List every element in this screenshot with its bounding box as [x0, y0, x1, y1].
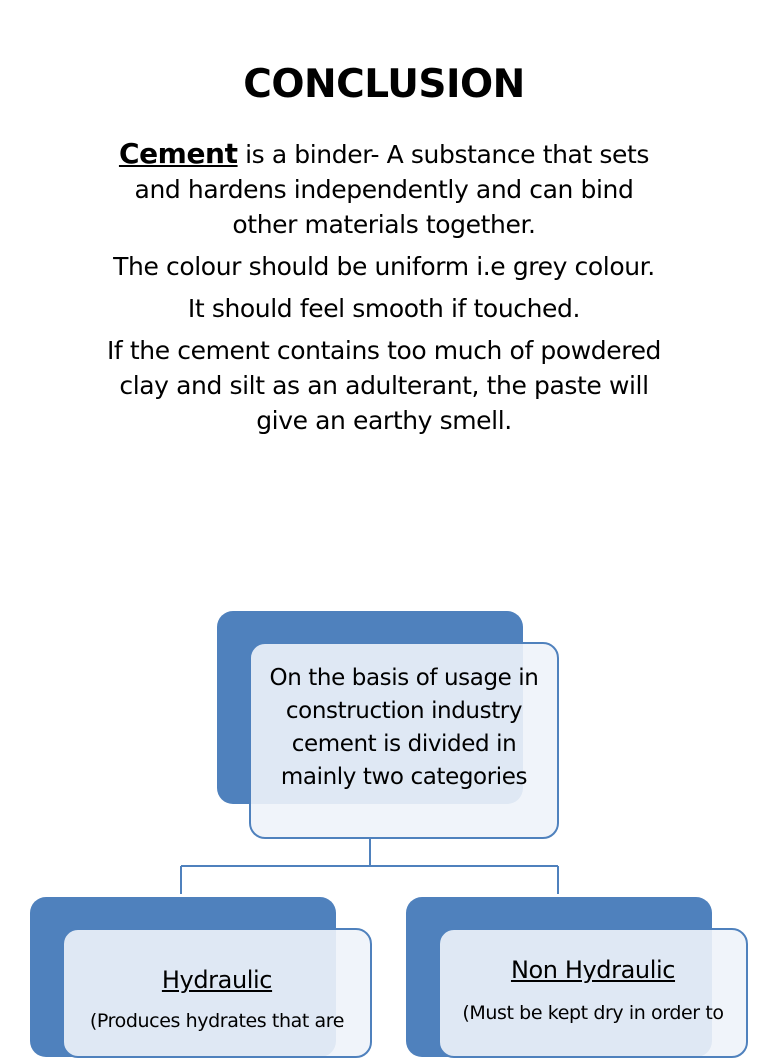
hydraulic-description: (Produces hydrates that are	[89, 1010, 345, 1032]
slide-title: CONCLUSION	[243, 62, 525, 107]
non-hydraulic-title: Non Hydraulic	[510, 956, 676, 984]
smoothness-point: It should feel smooth if touched.	[187, 294, 581, 323]
colour-point: The colour should be uniform i.e grey colour.	[113, 252, 655, 281]
hydraulic-title: Hydraulic	[161, 966, 273, 994]
hydraulic-node	[62, 928, 372, 1058]
non-hydraulic-node	[438, 928, 748, 1058]
non-hydraulic-description: (Must be kept dry in order to	[462, 1002, 724, 1024]
root-node	[249, 642, 559, 839]
cement-term: Cement	[118, 137, 238, 170]
root-node-text: On the basis of usage in construction industry cement is divided in mainly two categories	[269, 665, 539, 790]
adulterant-point: If the cement contains too much of powdered clay and silt as an adulterant, the paste will give an earthy smell.	[106, 336, 662, 435]
cement-definition-text: is a binder- A substance that sets and hardens independently and can bind other materials together.	[134, 140, 650, 239]
